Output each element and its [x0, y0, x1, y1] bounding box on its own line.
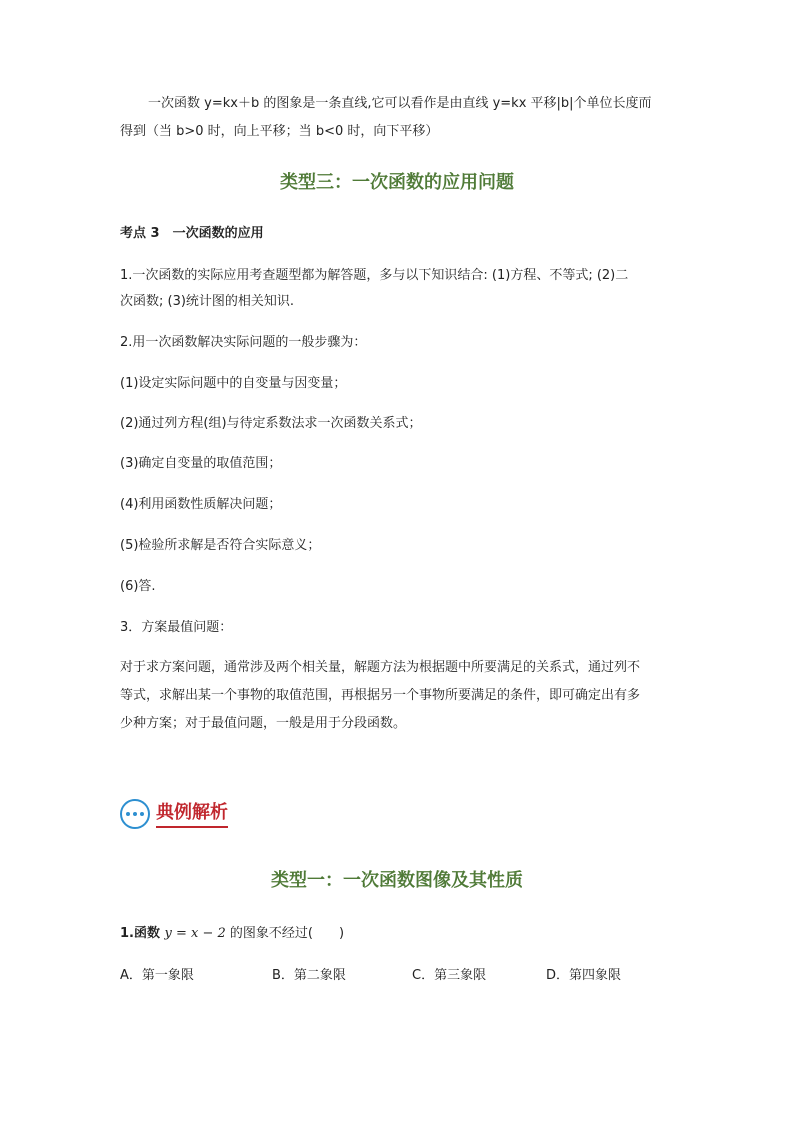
kaodian-label: 考点 3 一次函数的应用	[120, 226, 264, 241]
option-d[interactable]: D．第四象限	[546, 968, 622, 983]
scheme-para-line-1: 对于求方案问题，通常涉及两个相关量，解题方法为根据题中所要满足的关系式，通过列不	[120, 660, 641, 675]
question-1-formula: y = x − 2	[164, 926, 226, 941]
item1-line-2: 次函数; (3)统计图的相关知识.	[120, 294, 295, 309]
step-5: (5)检验所求解是否符合实际意义；	[120, 538, 321, 553]
scheme-para-line-3: 少种方案；对于最值问题，一般是用于分段函数。	[120, 716, 407, 731]
step-2: (2)通过列方程(组)与待定系数法求一次函数关系式；	[120, 416, 422, 431]
scheme-para-line-2: 等式，求解出某一个事物的取值范围，再根据另一个事物所要满足的条件，即可确定出有多	[120, 688, 641, 703]
step-1: (1)设定实际问题中的自变量与因变量；	[120, 376, 347, 391]
item2-text: 2.用一次函数解决实际问题的一般步骤为：	[120, 335, 367, 350]
question-1	[120, 920, 676, 948]
item3-text: 3．方案最值问题：	[120, 620, 233, 635]
step-4: (4)利用函数性质解决问题；	[120, 497, 282, 512]
step-3: (3)确定自变量的取值范围；	[120, 456, 282, 471]
option-a[interactable]: A．第一象限	[120, 968, 194, 983]
intro-line-1: 一次函数 y=kx＋b 的图象是一条直线,它可以看作是由直线 y=kx 平移|b|个单位长度而	[148, 96, 652, 111]
question-1-suffix: 的图象不经过( )	[225, 926, 345, 941]
example-badge-label: 典例解析	[156, 801, 228, 828]
option-c[interactable]: C．第三象限	[412, 968, 487, 983]
answer-options	[120, 962, 680, 990]
section3-title: 类型三：一次函数的应用问题	[280, 172, 514, 193]
question-1-prefix: 1.函数	[120, 926, 165, 941]
example-badge	[120, 796, 228, 832]
ellipsis-circle-icon	[120, 799, 150, 829]
item1-line-1: 1.一次函数的实际应用考查题型都为解答题，多与以下知识结合: (1)方程、不等式; (2)二	[120, 268, 629, 283]
step-6: (6)答.	[120, 579, 156, 594]
intro-line-2: 得到（当 b>0 时，向上平移；当 b<0 时，向下平移）	[120, 124, 439, 139]
option-b[interactable]: B．第二象限	[272, 968, 346, 983]
section1-title: 类型一：一次函数图像及其性质	[271, 870, 523, 891]
